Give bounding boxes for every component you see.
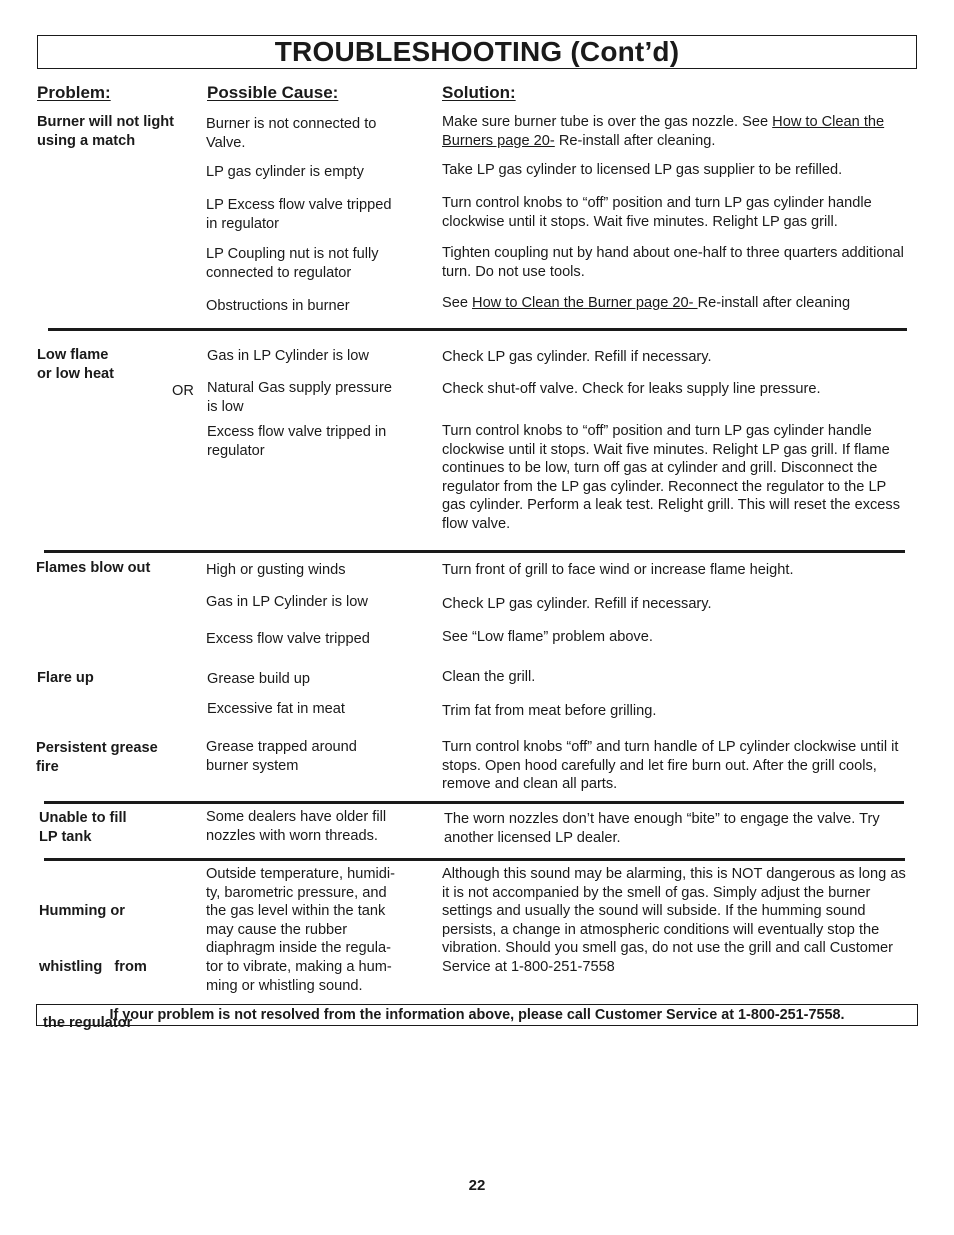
cause-line: is low	[207, 398, 244, 415]
problem-burner-will-not-light	[37, 113, 174, 150]
solution-item: Check shut-off valve. Check for leaks supply line pressure.	[442, 381, 821, 397]
cause-line: burner system	[206, 757, 299, 774]
cause-line: ty, barometric pressure, and	[206, 884, 387, 901]
cause-line: regulator	[207, 442, 265, 459]
solution-item: Check LP gas cylinder. Refill if necessary.	[442, 596, 712, 612]
cause-line: ming or whistling sound.	[206, 977, 363, 994]
cause-line: Valve.	[206, 134, 246, 151]
header-problem: Problem:	[37, 83, 111, 102]
problem-line: Persistent grease	[36, 740, 158, 756]
cause-line: LP gas cylinder is empty	[206, 164, 364, 180]
solution-item: Turn control knobs to “off” position and turn LP gas cylinder handle clockwise until it stops. Wait five minutes. Relight LP gas grill.	[442, 195, 872, 230]
cause-item	[207, 423, 386, 460]
section-divider	[48, 328, 907, 331]
solution-item	[442, 113, 912, 150]
problem-line: Humming or	[39, 903, 125, 920]
cause-line: nozzles with worn threads.	[206, 827, 378, 844]
solution-text: Re-install after cleaning.	[554, 132, 716, 149]
solution-item: Take LP gas cylinder to licensed LP gas supplier to be refilled.	[442, 162, 843, 178]
problem-line: or low heat	[37, 365, 115, 382]
cause-line: connected to regulator	[206, 264, 352, 281]
cause-line: Gas in LP Cylinder is low	[207, 348, 369, 364]
solution-item: Trim fat from meat before grilling.	[442, 703, 657, 719]
solution-item: The worn nozzles don’t have enough “bite” to engage the valve. Try another licensed LP dealer.	[444, 811, 880, 846]
solution-item	[442, 294, 912, 313]
cause-line: diaphragm inside the regula-	[206, 940, 391, 957]
cause-line: in regulator	[206, 215, 280, 232]
cause-line: the gas level within the tank	[206, 903, 386, 920]
cause-item	[207, 670, 310, 689]
solution-item: Tighten coupling nut by hand about one-half to three quarters additional turn. Do not use tools.	[442, 245, 904, 280]
cause-line: Excessive fat in meat	[207, 701, 345, 717]
solution-item: See “Low flame” problem above.	[442, 629, 653, 645]
cause-item	[206, 163, 364, 182]
problem-line: the regulator	[39, 1014, 133, 1031]
cause-line: Natural Gas supply pressure	[207, 380, 392, 396]
problem-unable-to-fill	[39, 809, 127, 846]
cause-line: Excess flow valve tripped in	[207, 424, 387, 440]
header-solution: Solution:	[442, 83, 516, 102]
cause-line: Grease trapped around	[206, 739, 357, 755]
problem-line: using a match	[37, 132, 136, 149]
solution-text: Make sure burner tube is over the gas nozzle. See	[442, 114, 773, 130]
section-divider	[44, 858, 905, 861]
problem-flames-blow-out	[36, 559, 150, 578]
solution-text: Re-install after cleaning	[697, 295, 851, 311]
solution-text: See	[442, 295, 473, 311]
cause-line: Gas in LP Cylinder is low	[206, 594, 368, 610]
header-cause: Possible Cause:	[207, 83, 339, 102]
cause-line: Obstructions in burner	[206, 298, 350, 314]
cause-line: tor to vibrate, making a hum-	[206, 958, 392, 975]
cause-item	[206, 297, 350, 316]
manual-reference-link: How to Clean the Burner page 20-	[472, 295, 698, 311]
section-divider	[44, 550, 905, 553]
or-label: OR	[172, 383, 194, 399]
cause-item	[206, 865, 395, 995]
cause-line: Some dealers have older fill	[206, 809, 387, 825]
solution-item: Turn control knobs to “off” position and turn LP gas cylinder handle clockwise until it stops. Wait five minutes. Relight LP gas grill. If flame continues to be low, turn off gas at cylinder and grill. Disconnect the regulator from the LP gas cylinder. Reconnect the regulator to the LP gas cylinder. Perform a leak test. Relight grill. This will reset the excess flow valve.	[442, 423, 900, 532]
problem-line: Low flame	[37, 347, 109, 363]
manual-reference-link: How to Clean the Burners page 20-	[442, 114, 885, 149]
problem-line: Burner will not light	[37, 114, 175, 130]
title-box	[37, 35, 917, 69]
customer-service-footer	[36, 1004, 918, 1026]
cause-item	[206, 196, 392, 233]
problem-line: Flames blow out	[36, 560, 151, 576]
section-divider	[44, 801, 904, 804]
cause-line: LP Excess flow valve tripped	[206, 197, 392, 213]
problem-line: Flare up	[37, 670, 94, 686]
page-title: TROUBLESHOOTING (Cont’d)	[274, 36, 680, 67]
problem-persistent-grease-fire	[36, 739, 158, 776]
solution-item: Clean the grill.	[442, 669, 536, 685]
problem-line: fire	[36, 758, 59, 775]
cause-line: Excess flow valve tripped	[206, 631, 370, 647]
solution-item: Turn front of grill to face wind or increase flame height.	[442, 562, 794, 578]
footer-text: If your problem is not resolved from the information above, please call Customer Service at 1-800-251-7558.	[109, 1007, 845, 1023]
cause-line: may cause the rubber	[206, 921, 348, 938]
cause-item	[206, 738, 357, 775]
problem-line: whistling from	[39, 958, 147, 975]
problem-low-flame	[37, 346, 114, 383]
cause-line: High or gusting winds	[206, 562, 346, 578]
solution-item: Turn control knobs “off” and turn handle of LP cylinder clockwise until it stops. Open hood carefully and let fire burn out. After the grill cools, remove and clean all parts.	[442, 739, 899, 793]
cause-item	[207, 700, 345, 719]
solution-item: Check LP gas cylinder. Refill if necessary.	[442, 349, 712, 365]
solution-item: Although this sound may be alarming, this is NOT dangerous as long as it is not accompanied by the smell of gas. Simply adjust the burner settings and usually the sound will subside. If the humming sound persists, a change in atmospheric conditions will eventually stop the vibration. Should you smell gas, do not use the grill and call Customer Service at 1-800-251-7558	[442, 866, 906, 975]
cause-item	[206, 115, 376, 152]
problem-line: Unable to fill	[39, 810, 127, 826]
cause-line: Grease build up	[207, 671, 311, 687]
cause-item	[207, 379, 392, 416]
cause-line: LP Coupling nut is not fully	[206, 246, 379, 262]
cause-item	[207, 347, 369, 366]
problem-line: LP tank	[39, 828, 92, 845]
cause-item	[206, 245, 379, 282]
cause-line: Outside temperature, humidi-	[206, 866, 395, 882]
cause-item	[206, 593, 368, 612]
problem-flare-up	[37, 669, 94, 688]
cause-item	[206, 561, 346, 580]
page-number: 22	[468, 1177, 486, 1194]
cause-item	[206, 630, 370, 649]
cause-item	[206, 808, 386, 845]
cause-line: Burner is not connected to	[206, 116, 377, 132]
